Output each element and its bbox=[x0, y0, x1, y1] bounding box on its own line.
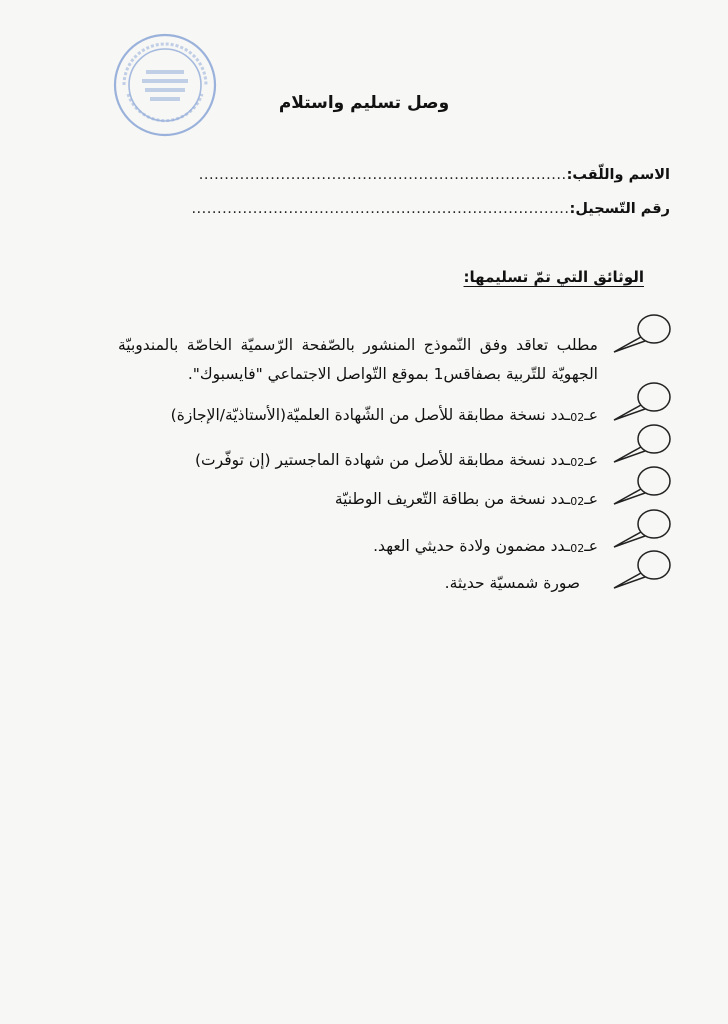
document-item-birth-certificate bbox=[373, 532, 598, 563]
registration-field-blank[interactable]: .......................................................................... bbox=[191, 201, 570, 217]
count-number: 02 bbox=[570, 456, 585, 469]
name-field-blank[interactable]: ........................................................................ bbox=[198, 167, 567, 183]
count-number: 02 bbox=[570, 411, 585, 424]
documents-section-heading: الوثائق التي تمّ تسليمها: bbox=[463, 268, 644, 286]
count-prefix: عـ bbox=[584, 537, 598, 555]
count-prefix: عـ bbox=[584, 451, 598, 469]
page-title: وصل تسليم واستلام bbox=[278, 93, 450, 113]
document-item-masters-copies bbox=[195, 446, 598, 477]
count-prefix: عـ bbox=[584, 490, 598, 508]
item-text: ـدد مضمون ولادة حديثي العهد. bbox=[373, 537, 571, 555]
count-prefix: عـ bbox=[584, 406, 598, 424]
document-item-id-card-copies bbox=[335, 485, 598, 516]
document-item-degree-copies bbox=[171, 401, 598, 432]
official-stamp-seal bbox=[112, 32, 218, 138]
registration-field-label: رقم التّسجيل: bbox=[569, 201, 670, 217]
item-text: ـدد نسخة من بطاقة التّعريف الوطنيّة bbox=[334, 490, 571, 508]
item-text: ـدد نسخة مطابقة للأصل من شهادة الماجستير (إن توفّرت) bbox=[195, 451, 571, 469]
count-number: 02 bbox=[570, 495, 585, 508]
checkbox-pin-icon[interactable] bbox=[612, 546, 676, 606]
item-text: ـدد نسخة مطابقة للأصل من الشّهادة العلميّة(الأستاذيّة/الإجازة) bbox=[170, 406, 571, 424]
name-field-row bbox=[199, 167, 670, 183]
count-number: 02 bbox=[570, 542, 585, 555]
document-item-contract-request: مطلب تعاقد وفق النّموذج المنشور بالصّفحة الرّسميّة الخاصّة بالمندوبيّة الجهويّة للتّربية بصفاقس1 بموقع التّواصل الاجتماعي "فايسبوك". bbox=[118, 336, 598, 383]
name-field-label: الاسم واللّقب: bbox=[566, 167, 670, 183]
document-item-photo: صورة شمسيّة حديثة. bbox=[444, 574, 580, 592]
registration-field-row bbox=[191, 201, 670, 217]
checkbox-pin-icon[interactable] bbox=[612, 310, 676, 370]
